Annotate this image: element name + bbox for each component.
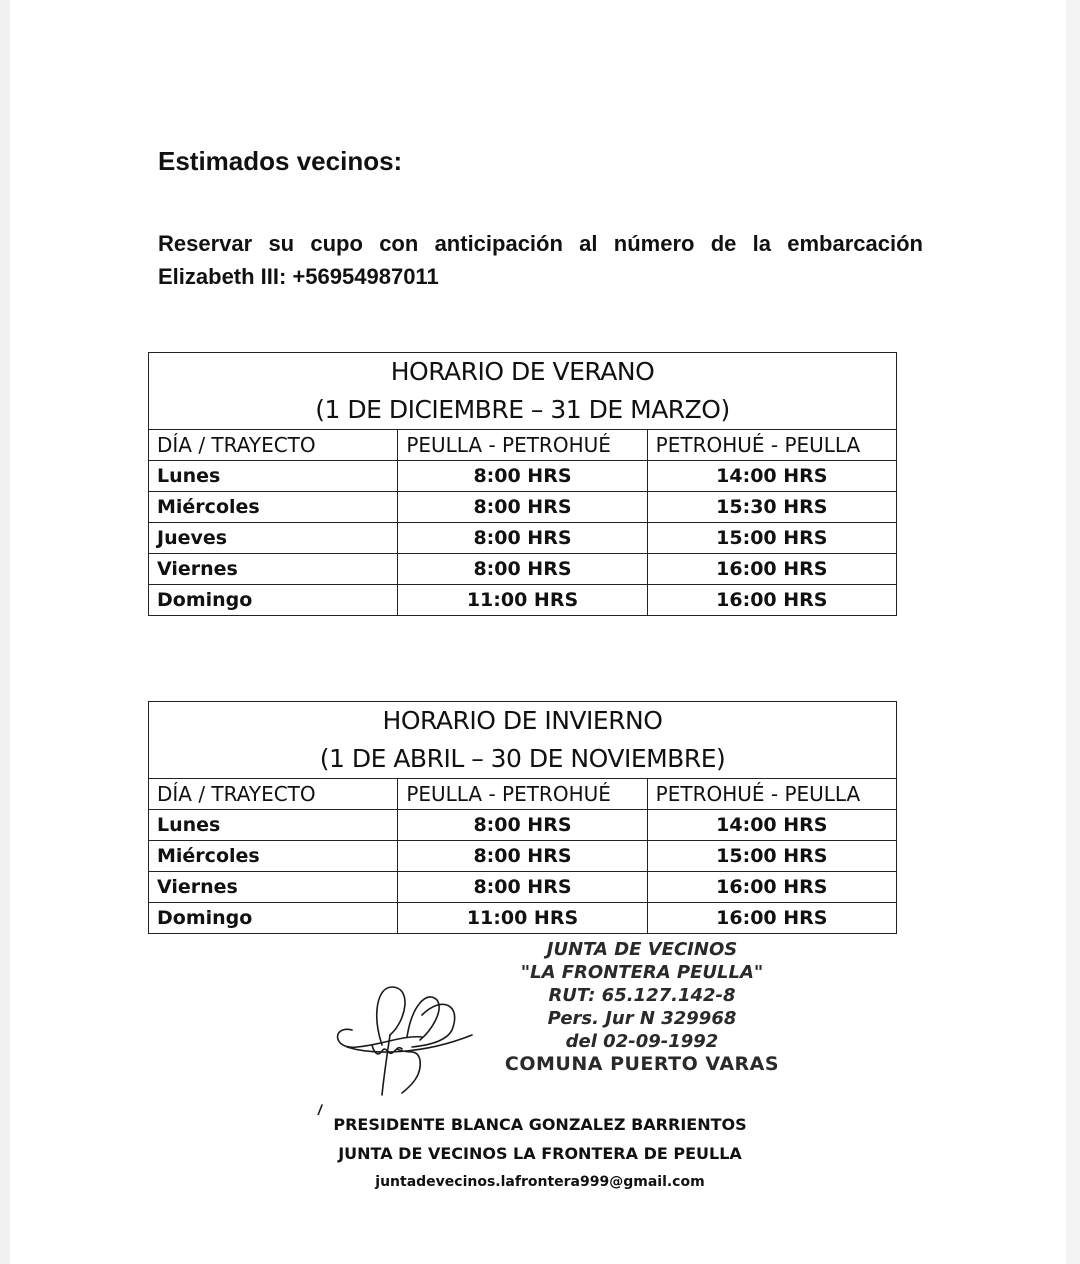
summer-period: (1 DE DICIEMBRE – 31 DE MARZO) [315, 395, 730, 424]
table-row [149, 523, 897, 554]
winter-title-row [149, 702, 897, 779]
stamp-line: "LA FRONTERA PEULLA" [520, 962, 764, 983]
winter-header-return: PETROHUÉ - PEULLA [647, 779, 896, 810]
winter-header-day: DÍA / TRAYECTO [149, 779, 398, 810]
winter-schedule-table [148, 701, 897, 934]
day-cell: Jueves [149, 523, 398, 554]
greeting-heading: Estimados vecinos: [158, 146, 403, 176]
winter-title-cell [149, 702, 897, 779]
table-row [149, 810, 897, 841]
table-row [149, 841, 897, 872]
stamp-line: del 02-09-1992 [565, 1031, 719, 1052]
winter-header-row [149, 779, 897, 810]
return-time-cell: 15:30 HRS [647, 492, 896, 523]
outbound-time-cell: 8:00 HRS [398, 841, 647, 872]
outbound-time-cell: 8:00 HRS [398, 492, 647, 523]
notice-line-1: Reservar su cupo con anticipación al número de la embarcación [158, 231, 923, 256]
return-time-cell: 15:00 HRS [647, 523, 896, 554]
day-cell: Lunes [149, 810, 398, 841]
day-cell: Lunes [149, 461, 398, 492]
handwritten-signature [312, 975, 482, 1115]
page-edge-left [0, 0, 10, 1264]
stamp-line: RUT: 65.127.142-8 [548, 985, 736, 1006]
table-row [149, 461, 897, 492]
stamp-line: JUNTA DE VECINOS [546, 939, 738, 960]
table-row [149, 903, 897, 934]
winter-period: (1 DE ABRIL – 30 DE NOVIEMBRE) [319, 744, 726, 773]
winter-header-outbound: PEULLA - PETROHUÉ [398, 779, 647, 810]
organization-name: JUNTA DE VECINOS LA FRONTERA DE PEULLA [338, 1144, 742, 1163]
contact-email: juntadevecinos.lafrontera999@gmail.com [375, 1174, 705, 1190]
summer-title: HORARIO DE VERANO [390, 357, 655, 386]
summer-schedule-table [148, 352, 897, 616]
stamp-line: COMUNA PUERTO VARAS [504, 1053, 780, 1075]
notice-line-2: Elizabeth III: +56954987011 [158, 264, 439, 289]
summer-header-return: PETROHUÉ - PEULLA [647, 430, 896, 461]
winter-title: HORARIO DE INVIERNO [382, 706, 663, 735]
day-cell: Miércoles [149, 841, 398, 872]
summer-header-day: DÍA / TRAYECTO [149, 430, 398, 461]
day-cell: Domingo [149, 585, 398, 616]
return-time-cell: 16:00 HRS [647, 903, 896, 934]
day-cell: Domingo [149, 903, 398, 934]
summer-title-row [149, 353, 897, 430]
outbound-time-cell: 8:00 HRS [398, 872, 647, 903]
return-time-cell: 16:00 HRS [647, 585, 896, 616]
day-cell: Viernes [149, 872, 398, 903]
summer-header-outbound: PEULLA - PETROHUÉ [398, 430, 647, 461]
outbound-time-cell: 11:00 HRS [398, 585, 647, 616]
table-row [149, 585, 897, 616]
outbound-time-cell: 8:00 HRS [398, 554, 647, 585]
day-cell: Viernes [149, 554, 398, 585]
president-name: PRESIDENTE BLANCA GONZALEZ BARRIENTOS [333, 1115, 747, 1134]
outbound-time-cell: 8:00 HRS [398, 810, 647, 841]
summer-header-row [149, 430, 897, 461]
table-row [149, 554, 897, 585]
return-time-cell: 14:00 HRS [647, 810, 896, 841]
outbound-time-cell: 8:00 HRS [398, 461, 647, 492]
page-edge-right [1066, 0, 1080, 1264]
day-cell: Miércoles [149, 492, 398, 523]
stamp-line: Pers. Jur N 329968 [547, 1008, 737, 1029]
summer-title-cell [149, 353, 897, 430]
table-row [149, 492, 897, 523]
return-time-cell: 15:00 HRS [647, 841, 896, 872]
return-time-cell: 16:00 HRS [647, 872, 896, 903]
signature-footer [300, 1110, 780, 1196]
table-row [149, 872, 897, 903]
return-time-cell: 16:00 HRS [647, 554, 896, 585]
reservation-notice [158, 227, 923, 293]
official-stamp [482, 938, 802, 1076]
outbound-time-cell: 11:00 HRS [398, 903, 647, 934]
outbound-time-cell: 8:00 HRS [398, 523, 647, 554]
return-time-cell: 14:00 HRS [647, 461, 896, 492]
